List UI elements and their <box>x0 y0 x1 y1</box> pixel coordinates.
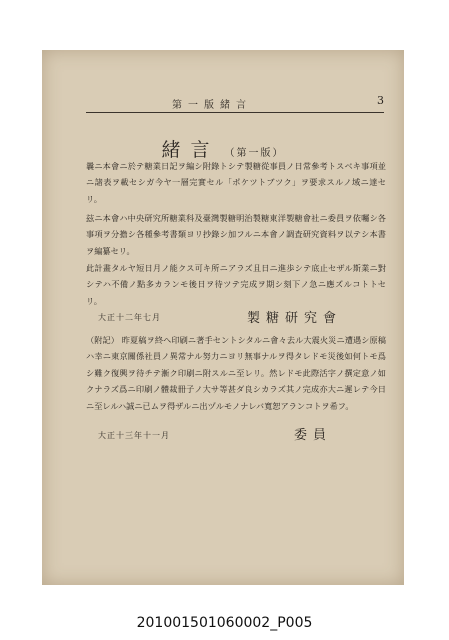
book-page <box>42 50 404 585</box>
first-date: 大正十二年七月 <box>98 313 161 322</box>
paragraph-2: 玆ニ本會ハ中央研究所糖業科及臺灣製糖明治製糖東洋製糖會社ニ委員ヲ依囑シ各事項ヲ分擔シ各種參考書類ヨリ抄錄シ加フルニ本會ノ調査研究資料ヲ以テシ本書ヲ編纂セリ。 <box>86 213 386 256</box>
running-head-title: 第一版緒言 <box>172 100 252 111</box>
paragraph-3: 此計畫タルヤ短日月ノ能クス可キ所ニアラズ且日ニ進歩シテ底止セザル斯業ニ對シテハ不備ノ點多カランモ後日ヲ待ツテ完成ヲ期シ刻下ノ急ニ應ズルコトトセリ。 <box>86 263 386 306</box>
heading-title: 緒言 <box>161 139 220 161</box>
image-caption: 201001501060002_P005 <box>136 615 313 631</box>
running-head <box>42 96 404 112</box>
postscript: （附記） 昨夏稿ヲ終ヘ印刷ニ著手セントシタルニ會々去ル大震火災ニ遭遇シ原稿ハ幸ニ東京關係社員ノ異常ナル努力ニヨリ無事ナルヲ得タレドモ災後如何トモ爲シ難ク復興ヲ待チテ漸ク印刷ニ附スルニ至レリ。然レドモ此際活字ノ撰定意ノ如クナラズ爲ニ印刷ノ體裁冊子ノ大サ等甚ダ良シカラズ其ノ完成亦大ニ遲レテ今日ニ至レルハ誠ニ已ムヲ得ザルニ出ヅルモノナレバ寬恕アランコトヲ希フ。 <box>86 335 386 411</box>
heading-subtitle: （第一版） <box>224 148 285 159</box>
header-rule <box>86 112 384 113</box>
second-date: 大正十三年十一月 <box>98 431 170 440</box>
second-signature: 委員 <box>294 428 333 443</box>
first-signature: 製糖研究會 <box>247 311 343 326</box>
page-number: 3 <box>377 94 384 107</box>
paragraph-1: 曩ニ本會ニ於テ糖業日記ヲ編シ附錄トシテ製糖從事員ノ日常參考トスベキ事項並ニ諸表ヲ載セシガ今ヤ一層完實セル「ポケツトブツク」ヲ要求スルノ域ニ達セリ。 <box>86 161 386 204</box>
